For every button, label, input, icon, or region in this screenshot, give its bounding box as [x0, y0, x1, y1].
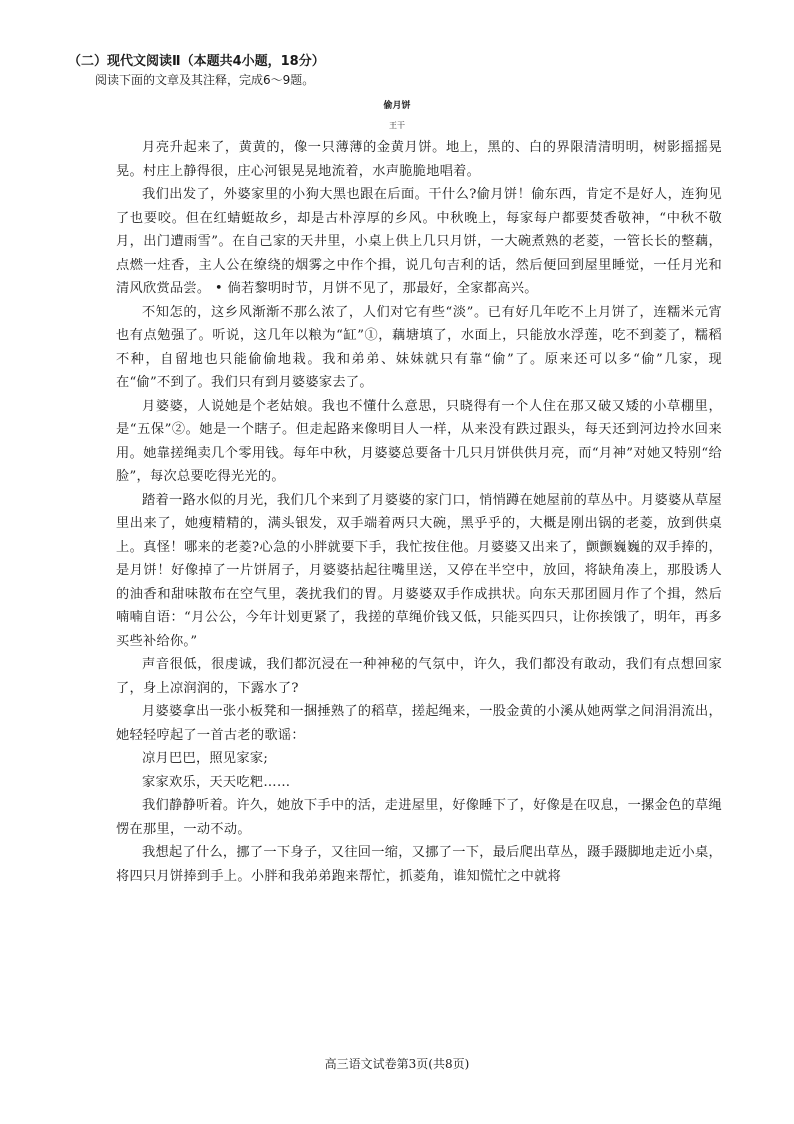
paragraph: 月婆婆，人说她是个老姑娘。我也不懂什么意思，只晓得有一个人住在那又破又矮的小草棚里，是“五保”②。她是一个瞎子。但走起路来像明目人一样，从来没有跌过跟头，每天还到河边拎水回来用。她靠搓绳卖几个零用钱。每年中秋，月婆婆总要备十几只月饼供供月亮，而“月神”对她又特别“给脸”，每次总要吃得光光的。	[116, 398, 722, 484]
page-footer: 高三语文试卷第3页(共8页)	[324, 1057, 470, 1071]
paragraph: 我们静静听着。许久，她放下手中的活，走进屋里，好像睡下了，好像是在叹息，一摞金色的草绳愣在那里，一动不动。	[116, 798, 722, 837]
song-line: 家家欢乐，天天吃粑……	[142, 774, 291, 790]
song-line: 凉月巴巴，照见家家;	[142, 751, 269, 766]
section-heading: （二）现代文阅读Ⅱ（本题共4小题，18分）	[68, 54, 325, 69]
paragraph: 月亮升起来了，黄黄的，像一只薄薄的金黄月饼。地上，黑的、白的界限清清明明，树影摇摇晃晃。村庄上静得很，庄心河银晃晃地流着，水声脆脆地唱着。	[116, 140, 722, 179]
paragraph: 不知怎的，这乡风渐渐不那么浓了，人们对它有些“淡”。已有好几年吃不上月饼了，连糯米元宵也有点勉强了。听说，这几年以粮为“缸”①，藕塘填了，水面上，只能放水浮莲，吃不到菱了，糯稻不种，自留地也只能偷偷地栽。我和弟弟、妹妹就只有靠“偷”了。原来还可以多“偷”几家，现在“偷”不到了。我们只有到月婆婆家去了。	[116, 304, 722, 390]
paragraph: 声音很低，很虔诚，我们都沉浸在一种神秘的气氛中，许久，我们都没有敢动，我们有点想回家了，身上凉润润的，下露水了?	[116, 657, 722, 696]
paragraph: 月婆婆拿出一张小板凳和一捆捶熟了的稻草，搓起绳来，一股金黄的小溪从她两掌之间涓涓流出，她轻轻哼起了一首古老的歌谣：	[116, 704, 722, 743]
paragraph: 我们出发了，外婆家里的小狗大黑也跟在后面。干什么?偷月饼！偷东西，肯定不是好人，连狗见了也要咬。但在红蜻蜓故乡，却是古朴淳厚的乡风。中秋晚上，每家每户都要焚香敬神，“中秋不敬月，出门遭雨雪”。在自己家的天井里，小桌上供上几只月饼，一大碗煮熟的老菱，一管长长的整藕，点燃一炷香，主人公在缭绕的烟雾之中作个揖，说几句吉利的话，然后便回到屋里睡觉，一任月光和清风欣赏品尝。 • 倘若黎明时节，月饼不见了，那最好，全家都高兴。	[116, 187, 722, 296]
paragraph: 我想起了什么，挪了一下身子，又往回一缩，又挪了一下，最后爬出草丛，蹑手蹑脚地走近小桌，将四只月饼捧到手上。小胖和我弟弟跑来帮忙，抓菱角，谁知慌忙之中就将	[116, 845, 722, 884]
article-body	[116, 136, 722, 888]
paragraph: 踏着一路水似的月光，我们几个来到了月婆婆的家门口，悄悄蹲在她屋前的草丛中。月婆婆从草屋里出来了，她瘦精精的，满头银发，双手端着两只大碗，黑乎乎的，大概是刚出锅的老菱，放到供桌上。真怪！哪来的老菱?心急的小胖就要下手，我忙按住他。月婆婆又出来了，颤颤巍巍的双手捧的，是月饼！好像掉了一片饼屑子，月婆婆拈起往嘴里送，又停在半空中，放回，将缺角凑上，那股诱人的油香和甜味散布在空气里，袭扰我们的胃。月婆婆双手作成拱状。向东天那团圆月作了个揖，然后喃喃自语：“月公公，今年计划更紧了，我搓的草绳价钱又低，只能买四只，让你挨饿了，明年，再多买些补给你。”	[116, 492, 722, 649]
article-author: 王干	[389, 121, 405, 130]
article-title: 偷月饼	[383, 101, 411, 111]
instruction-text: 阅读下面的文章及其注释，完成6～9题。	[95, 73, 315, 87]
